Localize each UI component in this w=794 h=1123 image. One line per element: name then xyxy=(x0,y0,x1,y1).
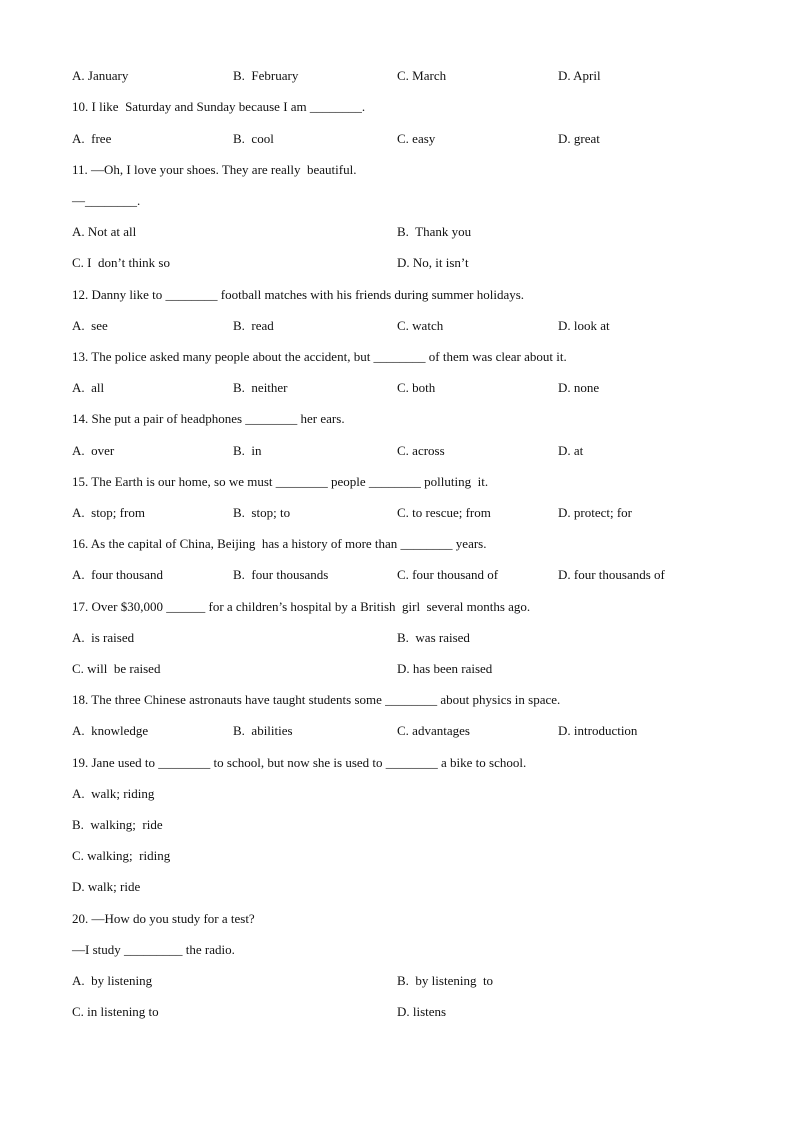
option-a[interactable]: A. is raised xyxy=(72,630,135,645)
option-d[interactable]: D. none xyxy=(558,380,600,395)
q18-stem: 18. The three Chinese astronauts have taught students some ________ about physics in space. xyxy=(72,692,561,707)
option-c[interactable]: C. four thousand of xyxy=(397,567,499,582)
option-b[interactable]: B. neither xyxy=(233,380,288,395)
q20-options-row1 xyxy=(72,973,732,989)
q17-options-row2 xyxy=(72,661,732,677)
option-d[interactable]: D. walk; ride xyxy=(72,879,141,894)
option-b[interactable]: B. in xyxy=(233,443,262,458)
q17-options-row1 xyxy=(72,630,732,646)
q11-options-row2 xyxy=(72,255,732,271)
option-a[interactable]: A. all xyxy=(72,380,105,395)
q14-stem: 14. She put a pair of headphones ________ her ears. xyxy=(72,411,345,426)
option-b[interactable]: B. stop; to xyxy=(233,505,291,520)
option-c[interactable]: C. advantages xyxy=(397,723,470,738)
option-d[interactable]: D. has been raised xyxy=(397,661,493,676)
q13-options xyxy=(72,380,732,396)
option-b[interactable]: B. walking; ride xyxy=(72,817,163,832)
q10-options xyxy=(72,131,732,147)
option-d[interactable]: D. look at xyxy=(558,318,610,333)
q18-options xyxy=(72,723,732,739)
q9-options xyxy=(72,68,732,84)
option-c[interactable]: C. walking; riding xyxy=(72,848,171,863)
option-b[interactable]: B. was raised xyxy=(397,630,470,645)
option-c[interactable]: C. easy xyxy=(397,131,436,146)
q17-stem: 17. Over $30,000 ______ for a children’s hospital by a British girl several months ago. xyxy=(72,599,531,614)
option-c[interactable]: C. will be raised xyxy=(72,661,161,676)
option-a[interactable]: A. four thousand xyxy=(72,567,163,582)
option-d[interactable]: D. great xyxy=(558,131,600,146)
option-d[interactable]: D. at xyxy=(558,443,584,458)
option-c[interactable]: C. both xyxy=(397,380,436,395)
q11-stem: 11. —Oh, I love your shoes. They are really beautiful. xyxy=(72,162,357,177)
q14-options xyxy=(72,443,732,459)
option-a[interactable]: A. over xyxy=(72,443,115,458)
option-d[interactable]: D. four thousands of xyxy=(558,567,665,582)
option-c[interactable]: C. March xyxy=(397,68,447,83)
option-a[interactable]: A. see xyxy=(72,318,108,333)
option-d[interactable]: D. introduction xyxy=(558,723,638,738)
q12-stem: 12. Danny like to ________ football matches with his friends during summer holidays. xyxy=(72,287,525,302)
option-b[interactable]: B. four thousands xyxy=(233,567,329,582)
option-b[interactable]: B. cool xyxy=(233,131,274,146)
q13-stem: 13. The police asked many people about the accident, but ________ of them was clear about it. xyxy=(72,349,567,364)
option-b[interactable]: B. Thank you xyxy=(397,224,472,239)
option-c[interactable]: C. across xyxy=(397,443,445,458)
option-d[interactable]: D. No, it isn’t xyxy=(397,255,469,270)
option-a[interactable]: A. knowledge xyxy=(72,723,149,738)
q15-stem: 15. The Earth is our home, so we must ________ people ________ polluting it. xyxy=(72,474,489,489)
q16-options xyxy=(72,567,732,583)
option-b[interactable]: B. by listening to xyxy=(397,973,494,988)
option-c[interactable]: C. watch xyxy=(397,318,444,333)
q15-options xyxy=(72,505,732,521)
q19-stem: 19. Jane used to ________ to school, but now she is used to ________ a bike to school. xyxy=(72,755,527,770)
q20-reply: —I study _________ the radio. xyxy=(72,942,235,957)
option-a[interactable]: A. walk; riding xyxy=(72,786,155,801)
option-a[interactable]: A. Not at all xyxy=(72,224,137,239)
option-c[interactable]: C. in listening to xyxy=(72,1004,159,1019)
option-c[interactable]: C. to rescue; from xyxy=(397,505,491,520)
q20-stem: 20. —How do you study for a test? xyxy=(72,911,255,926)
option-d[interactable]: D. protect; for xyxy=(558,505,633,520)
option-a[interactable]: A. January xyxy=(72,68,129,83)
option-a[interactable]: A. free xyxy=(72,131,112,146)
option-b[interactable]: B. abilities xyxy=(233,723,293,738)
option-b[interactable]: B. read xyxy=(233,318,274,333)
q20-options-row2 xyxy=(72,1004,732,1020)
option-d[interactable]: D. April xyxy=(558,68,601,83)
option-c[interactable]: C. I don’t think so xyxy=(72,255,170,270)
option-b[interactable]: B. February xyxy=(233,68,299,83)
q12-options xyxy=(72,318,732,334)
q10-stem: 10. I like Saturday and Sunday because I am ________. xyxy=(72,99,366,114)
q11-reply: —________. xyxy=(72,193,141,208)
option-a[interactable]: A. stop; from xyxy=(72,505,145,520)
option-d[interactable]: D. listens xyxy=(397,1004,447,1019)
q16-stem: 16. As the capital of China, Beijing has a history of more than ________ years. xyxy=(72,536,487,551)
option-a[interactable]: A. by listening xyxy=(72,973,153,988)
q11-options-row1 xyxy=(72,224,732,240)
